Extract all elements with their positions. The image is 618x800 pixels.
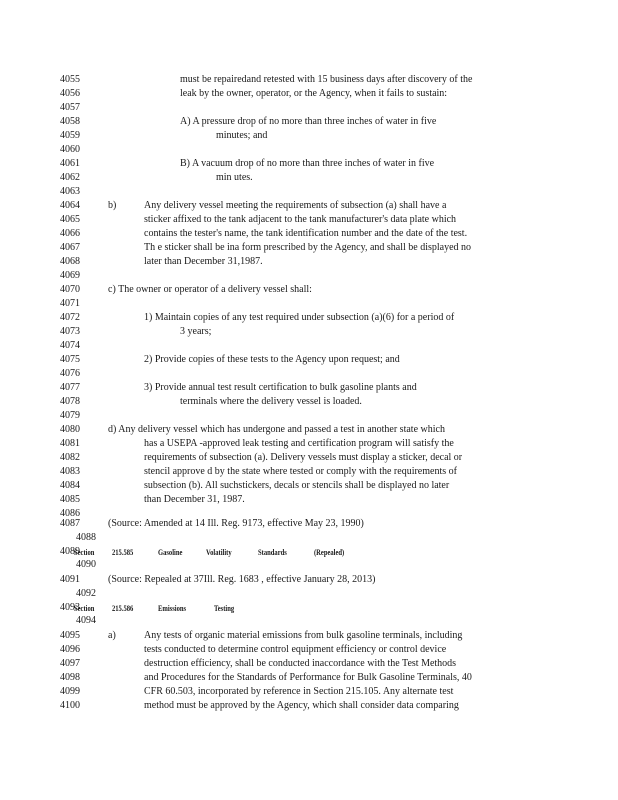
text-line: than December 31, 1987.	[144, 494, 245, 505]
line-number: 4082	[60, 452, 80, 463]
line-number: 4073	[60, 326, 80, 337]
line-number: 4085	[60, 494, 80, 505]
line-number: 4064	[60, 200, 80, 211]
line-number: 4090	[76, 559, 96, 570]
line-number: 4100	[60, 700, 80, 711]
text-line: leak by the owner, operator, or the Agency, when it fails to sustain:	[180, 88, 448, 99]
line-number: 4094	[76, 615, 96, 626]
line-number: 4079	[60, 410, 80, 421]
text-line: Any delivery vessel meeting the requirements of subsection (a) shall have a	[144, 200, 447, 211]
section-title-word: Emissions	[158, 604, 187, 613]
text-line: tests conducted to determine control equipment efficiency or control device	[144, 644, 447, 655]
line-number: 4056	[60, 88, 80, 99]
line-number: 4088	[76, 532, 96, 543]
line-number: 4065	[60, 214, 80, 225]
line-number: 4058	[60, 116, 80, 127]
line-number: 4057	[60, 102, 80, 113]
line-number: 4099	[60, 686, 80, 697]
section-title-word: (Repealed)	[314, 548, 345, 557]
line-number: 4060	[60, 144, 80, 155]
text-line: min utes.	[216, 172, 253, 183]
text-line: sticker affixed to the tank adjacent to the tank manufacturer's data plate which	[144, 214, 457, 225]
text-line: method must be approved by the Agency, which shall consider data comparing	[144, 700, 459, 711]
line-number: 4075	[60, 354, 80, 365]
text-line: c) The owner or operator of a delivery vessel shall:	[108, 284, 312, 295]
text-line: terminals where the delivery vessel is loaded.	[180, 396, 362, 407]
line-number: 4089	[60, 546, 80, 557]
list-label: b)	[108, 200, 117, 211]
line-number: 4066	[60, 228, 80, 239]
text-line: B) A vacuum drop of no more than three inches of water in five	[180, 158, 435, 169]
line-number: 4068	[60, 256, 80, 267]
line-number: 4078	[60, 396, 80, 407]
text-line: Th e sticker shall be ina form prescribed by the Agency, and shall be displayed no	[144, 242, 472, 253]
text-line: later than December 31,1987.	[144, 256, 263, 267]
line-number: 4070	[60, 284, 80, 295]
line-number: 4074	[60, 340, 80, 351]
text-line: requirements of subsection (a). Delivery vessels must display a sticker, decal or	[144, 452, 463, 463]
source-note: (Source: Amended at 14 Ill. Reg. 9173, effective May 23, 1990)	[108, 518, 364, 529]
line-number: 4061	[60, 158, 80, 169]
line-number: 4069	[60, 270, 80, 281]
line-number: 4083	[60, 466, 80, 477]
section-number: 215.586	[112, 604, 134, 613]
line-number: 4086	[60, 508, 80, 519]
section-title-word: Volatility	[206, 548, 232, 557]
line-number: 4096	[60, 644, 80, 655]
section-title-word: Standards	[258, 548, 287, 557]
line-number: 4059	[60, 130, 80, 141]
section-title-word: Testing	[214, 604, 235, 613]
text-line: stencil approve d by the state where tested or comply with the requirements of	[144, 466, 457, 477]
line-number: 4063	[60, 186, 80, 197]
line-number: 4067	[60, 242, 80, 253]
section-label: Section	[74, 548, 95, 557]
source-note: (Source: Repealed at 37Ill. Reg. 1683 , effective January 28, 2013)	[108, 574, 376, 585]
section-title-word: Gasoline	[158, 548, 183, 557]
text-line: 3) Provide annual test result certification to bulk gasoline plants and	[144, 382, 417, 393]
text-line: A) A pressure drop of no more than three inches of water in five	[180, 116, 437, 127]
line-number: 4087	[60, 518, 80, 529]
text-line: minutes; and	[216, 130, 268, 141]
line-number: 4093	[60, 602, 80, 613]
text-line: destruction efficiency, shall be conducted inaccordance with the Test Methods	[144, 658, 457, 669]
text-line: 1) Maintain copies of any test required under subsection (a)(6) for a period of	[144, 312, 455, 323]
text-line: 3 years;	[180, 326, 212, 337]
line-number: 4080	[60, 424, 80, 435]
text-line: contains the tester's name, the tank identification number and the date of the test.	[144, 228, 468, 239]
line-number: 4091	[60, 574, 80, 585]
line-number: 4072	[60, 312, 80, 323]
text-line: d) Any delivery vessel which has undergone and passed a test in another state which	[108, 424, 445, 435]
line-number: 4098	[60, 672, 80, 683]
line-number: 4077	[60, 382, 80, 393]
line-number: 4097	[60, 658, 80, 669]
text-line: and Procedures for the Standards of Performance for Bulk Gasoline Terminals, 40	[144, 672, 472, 683]
line-number: 4084	[60, 480, 80, 491]
text-line: Any tests of organic material emissions from bulk gasoline terminals, including	[144, 630, 463, 641]
section-number: 215.585	[112, 548, 134, 557]
line-number: 4071	[60, 298, 80, 309]
text-line: CFR 60.503, incorporated by reference in Section 215.105. Any alternate test	[144, 686, 454, 697]
line-number: 4062	[60, 172, 80, 183]
text-line: must be repairedand retested with 15 business days after discovery of the	[180, 74, 473, 85]
line-number: 4095	[60, 630, 80, 641]
line-number: 4055	[60, 74, 80, 85]
list-label: a)	[108, 630, 116, 641]
section-label: Section	[74, 604, 95, 613]
text-line: has a USEPA -approved leak testing and certification program will satisfy the	[144, 438, 454, 449]
line-number: 4076	[60, 368, 80, 379]
line-number: 4081	[60, 438, 80, 449]
line-number: 4092	[76, 588, 96, 599]
text-line: subsection (b). All suchstickers, decals or stencils shall be displayed no later	[144, 480, 450, 491]
text-line: 2) Provide copies of these tests to the Agency upon request; and	[144, 354, 400, 365]
